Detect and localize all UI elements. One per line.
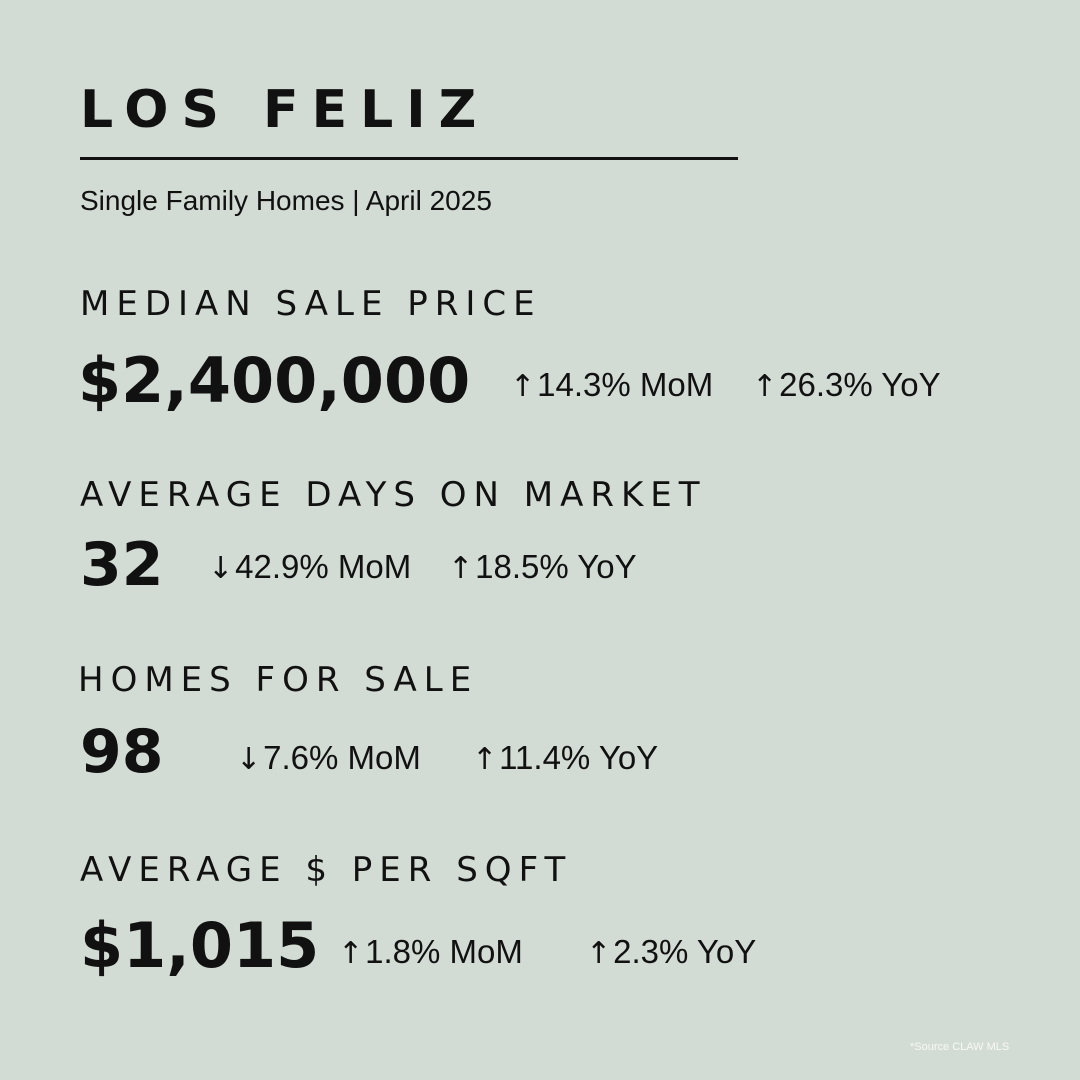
metric-value: 98 — [80, 717, 164, 787]
metric-change-yoy — [448, 547, 637, 589]
metric-change-mom — [208, 547, 411, 589]
metric-value: $2,400,000 — [78, 344, 471, 417]
metric-change-yoy — [752, 365, 941, 407]
metric-change-mom — [236, 738, 421, 780]
metric-label: AVERAGE DAYS ON MARKET — [80, 475, 707, 515]
change-text: 11.4% YoY — [499, 739, 659, 776]
neighborhood-title: LOS FELIZ — [80, 80, 490, 140]
metric-label: MEDIAN SALE PRICE — [80, 284, 542, 324]
arrow-down-icon: ↓ — [208, 551, 234, 586]
metric-label: AVERAGE $ PER SQFT — [80, 850, 573, 890]
metric-change-mom — [510, 365, 713, 407]
metric-change-yoy — [472, 738, 658, 780]
arrow-down-icon: ↓ — [236, 742, 262, 777]
change-text: 18.5% YoY — [475, 548, 637, 585]
change-text: 1.8% MoM — [365, 933, 523, 970]
change-text: 2.3% YoY — [613, 933, 757, 970]
metric-label: HOMES FOR SALE — [78, 660, 479, 700]
arrow-up-icon: ↑ — [586, 936, 612, 971]
metric-change-yoy — [586, 932, 756, 974]
source-note: *Source CLAW MLS — [910, 1041, 1010, 1053]
metric-value: 32 — [80, 530, 164, 600]
arrow-up-icon: ↑ — [472, 742, 498, 777]
metric-value: $1,015 — [80, 909, 320, 982]
report-subtitle: Single Family Homes | April 2025 — [80, 185, 492, 216]
change-text: 26.3% YoY — [779, 366, 941, 403]
change-text: 7.6% MoM — [263, 739, 421, 776]
arrow-up-icon: ↑ — [510, 369, 536, 404]
arrow-up-icon: ↑ — [338, 936, 364, 971]
title-divider — [80, 157, 738, 160]
change-text: 14.3% MoM — [537, 366, 714, 403]
metric-change-mom — [338, 932, 523, 974]
change-text: 42.9% MoM — [235, 548, 412, 585]
arrow-up-icon: ↑ — [448, 551, 474, 586]
arrow-up-icon: ↑ — [752, 369, 778, 404]
